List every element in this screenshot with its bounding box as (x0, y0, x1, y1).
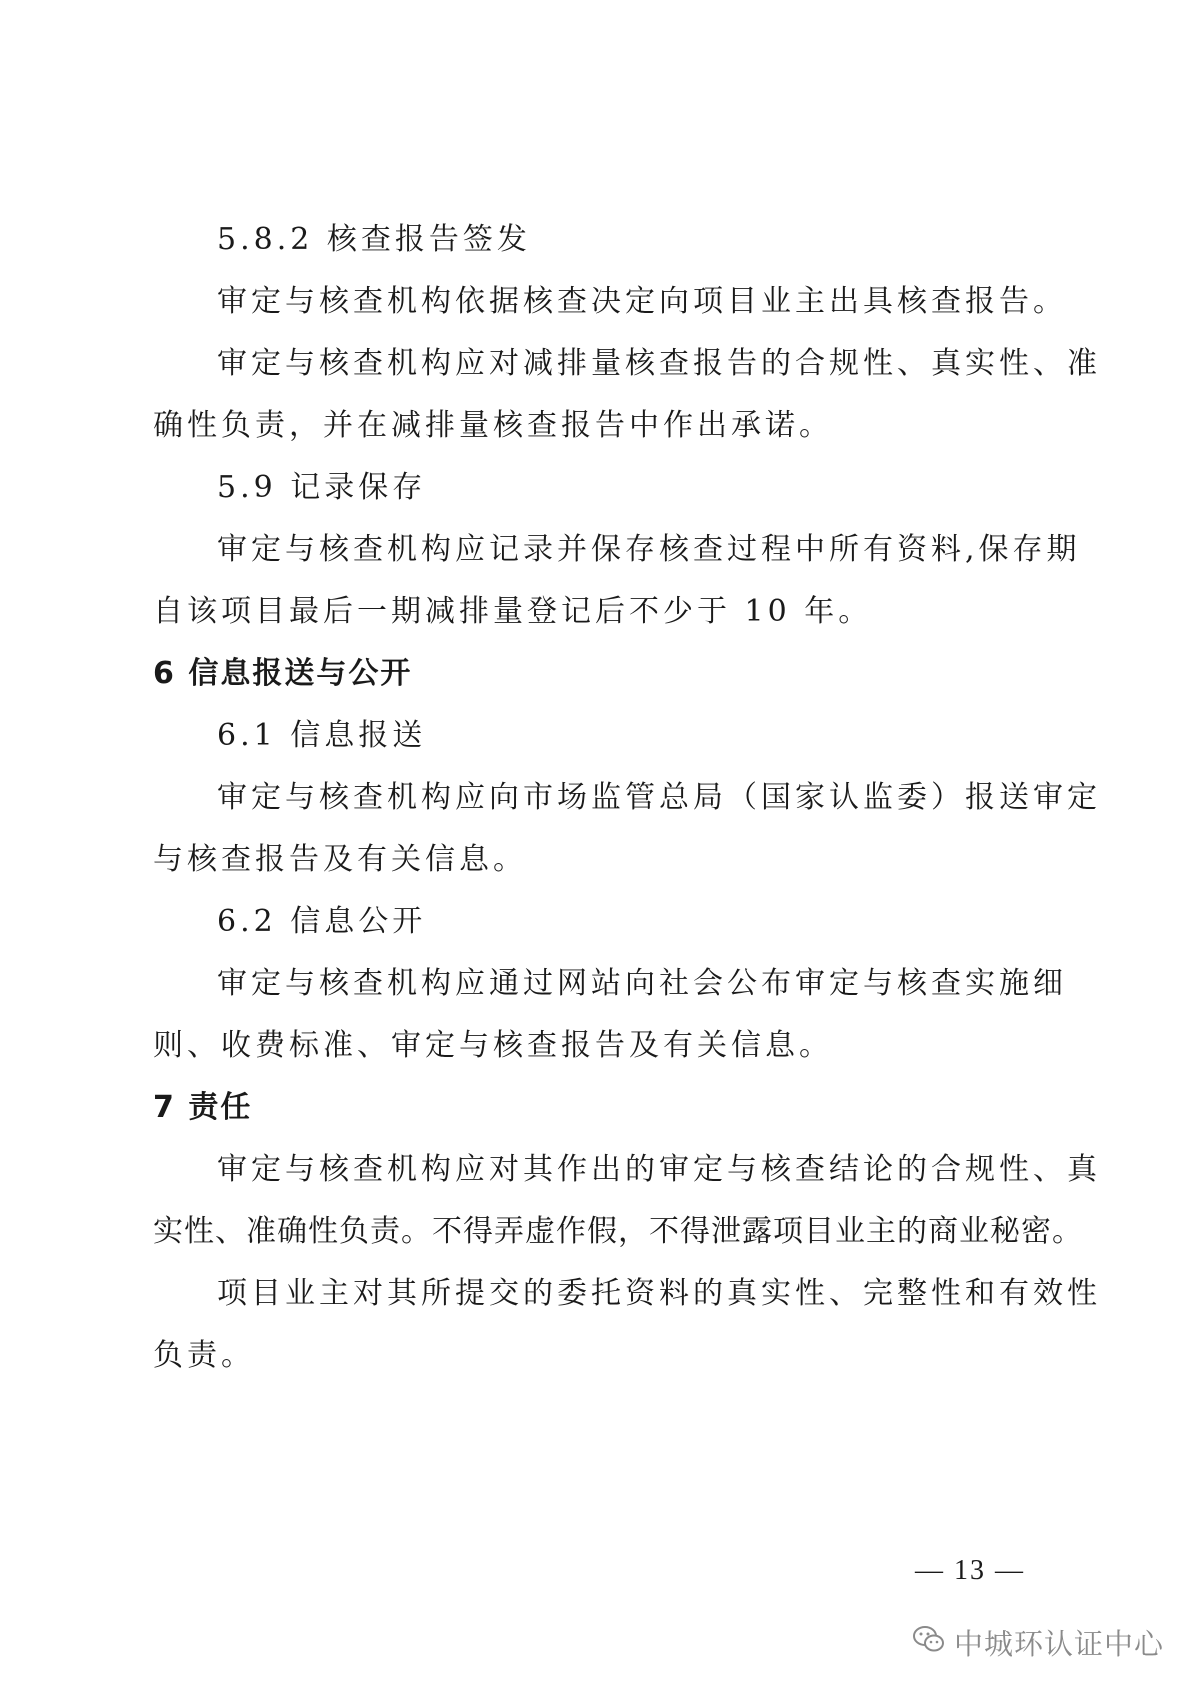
paragraph-line: 审定与核查机构应对其作出的审定与核查结论的合规性、真 (217, 1152, 1101, 1187)
paragraph-line: 项目业主对其所提交的委托资料的真实性、完整性和有效性 (217, 1276, 1101, 1311)
paragraph-line: 实性、准确性负责。不得弄虚作假，不得泄露项目业主的商业秘密。 (153, 1214, 1083, 1249)
subsection-heading-6-2: 6.2 信息公开 (217, 904, 427, 939)
paragraph-line: 确性负责，并在减排量核查报告中作出承诺。 (153, 408, 833, 443)
paragraph-line: 自该项目最后一期减排量登记后不少于 10 年。 (153, 594, 873, 629)
subsection-heading-5-9: 5.9 记录保存 (217, 470, 427, 505)
paragraph-line: 审定与核查机构应向市场监管总局（国家认监委）报送审定 (217, 780, 1101, 815)
paragraph-line: 审定与核查机构应记录并保存核查过程中所有资料,保存期 (217, 532, 1081, 567)
section-heading-7: 7 责任 (153, 1090, 253, 1125)
wechat-icon (912, 1624, 946, 1661)
paragraph-line: 审定与核查机构应对减排量核查报告的合规性、真实性、准 (217, 346, 1101, 381)
paragraph-line: 与核查报告及有关信息。 (153, 842, 527, 877)
watermark (912, 1622, 1164, 1662)
watermark-text: 中城环认证中心 (954, 1626, 1165, 1661)
page-number: — 13 — (915, 1555, 1025, 1586)
paragraph-line: 则、收费标准、审定与核查报告及有关信息。 (153, 1028, 833, 1063)
paragraph-line: 审定与核查机构依据核查决定向项目业主出具核查报告。 (217, 284, 1067, 319)
paragraph-line: 审定与核查机构应通过网站向社会公布审定与核查实施细 (217, 966, 1067, 1001)
subsection-heading-6-1: 6.1 信息报送 (217, 718, 427, 753)
paragraph-line: 负责。 (153, 1338, 255, 1373)
subsection-heading-5-8-2: 5.8.2 核查报告签发 (217, 222, 531, 257)
section-heading-6: 6 信息报送与公开 (153, 656, 413, 691)
